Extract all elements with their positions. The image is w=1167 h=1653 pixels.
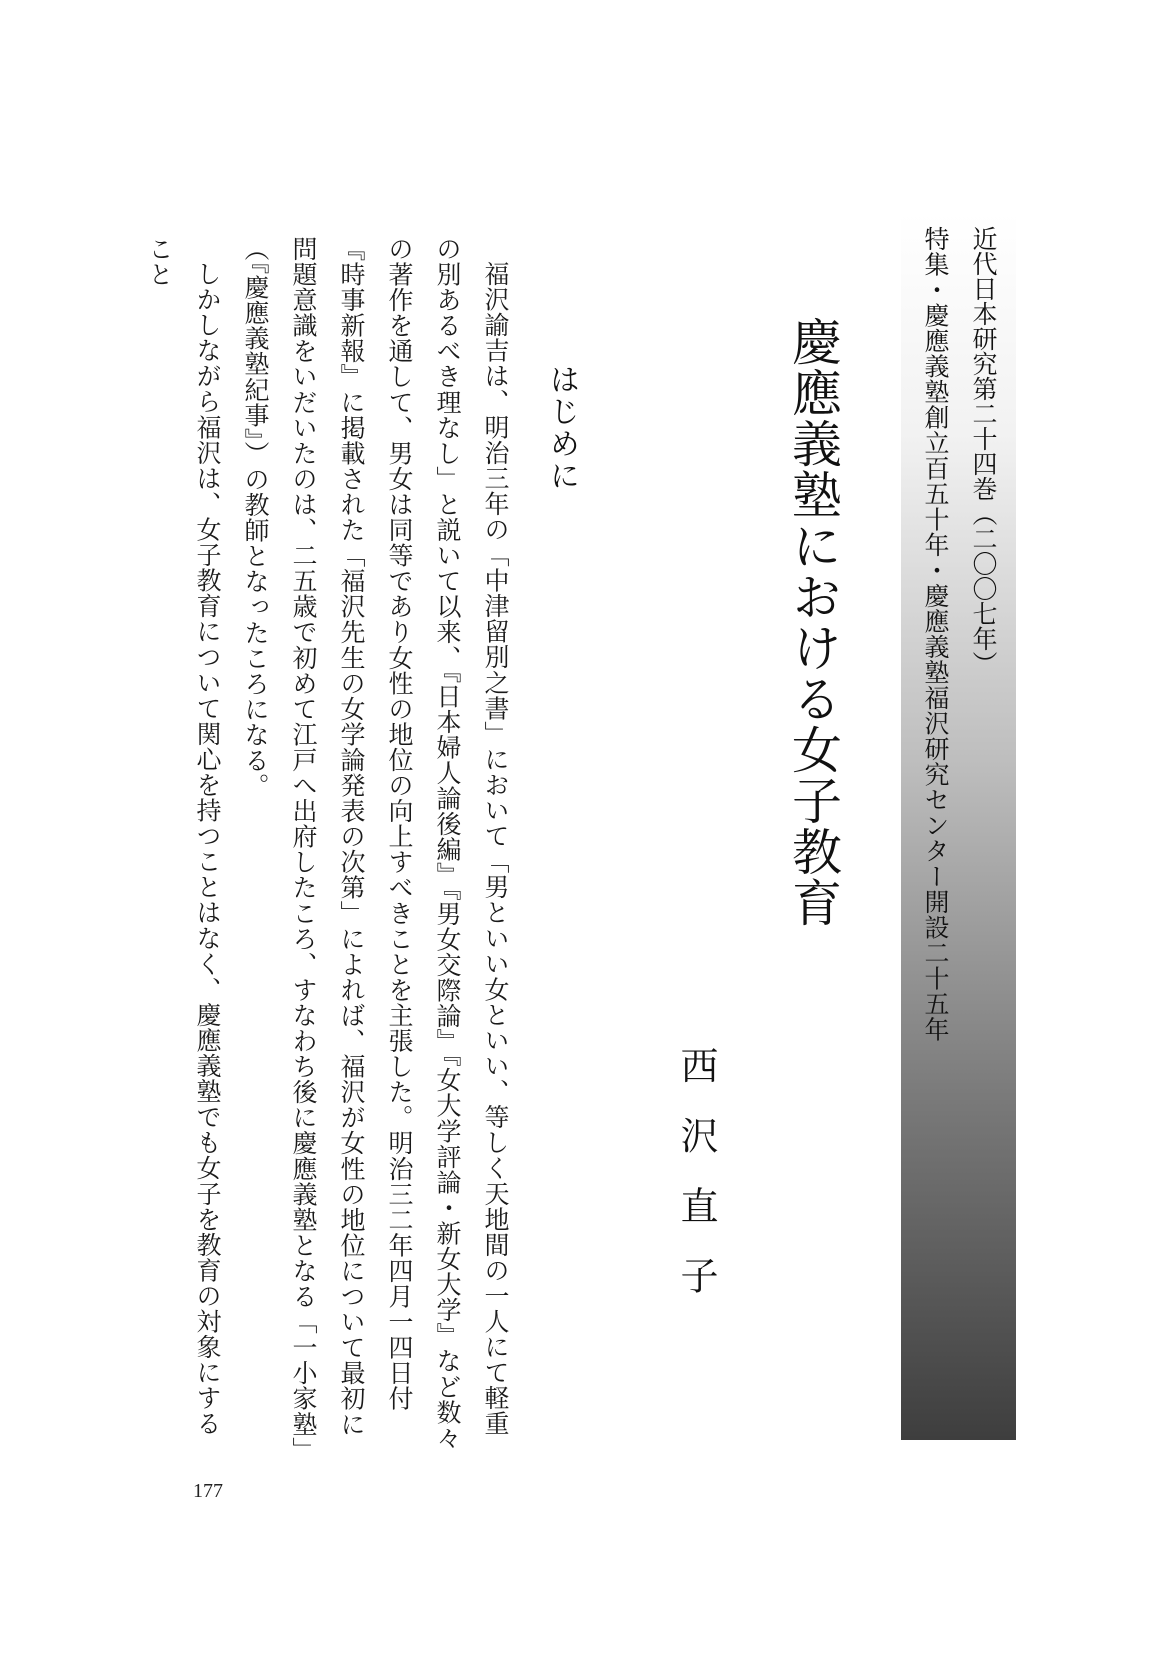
article-body — [59, 236, 519, 1456]
special-issue-title: 特集・慶應義塾創立百五十年・慶應義塾福沢研究センター開設二十五年 — [921, 226, 950, 1042]
page-number: 177 — [193, 1480, 223, 1502]
body-paragraph-2: しかしながら福沢は、女子教育について関心を持つことはなく、慶應義塾でも女子を教育の対象にすること — [145, 236, 222, 1437]
article-author: 西沢直子 — [674, 1046, 718, 1326]
body-paragraph-1: 福沢諭吉は、明治三年の「中津留別之書」において「男といい女といい、等しく天地間の一人にて軽重の別あるべき理なし」と説いて以来、『日本婦人論後編』『男女交際論』『女大学評論・新女大学』など数々の著作を通して、男女は同等であり女性の地位の向上すべきことを主張した。明治三二年四月一四日付『時事新報』に掲載された「福沢先生の女学論発表の次第」によれば、福沢が女性の地位について最初に問題意識をいだいたのは、二五歳で初めて江戸へ出府したころ、すなわち後に慶應義塾となる「一小家塾」（『慶應義塾紀事』）の教師となったころになる。 — [241, 236, 510, 1451]
journal-title: 近代日本研究第二十四巻（二〇〇七年） — [969, 226, 998, 676]
article-title: 慶應義塾における女子教育 — [784, 316, 842, 928]
section-heading: はじめに — [544, 364, 579, 492]
